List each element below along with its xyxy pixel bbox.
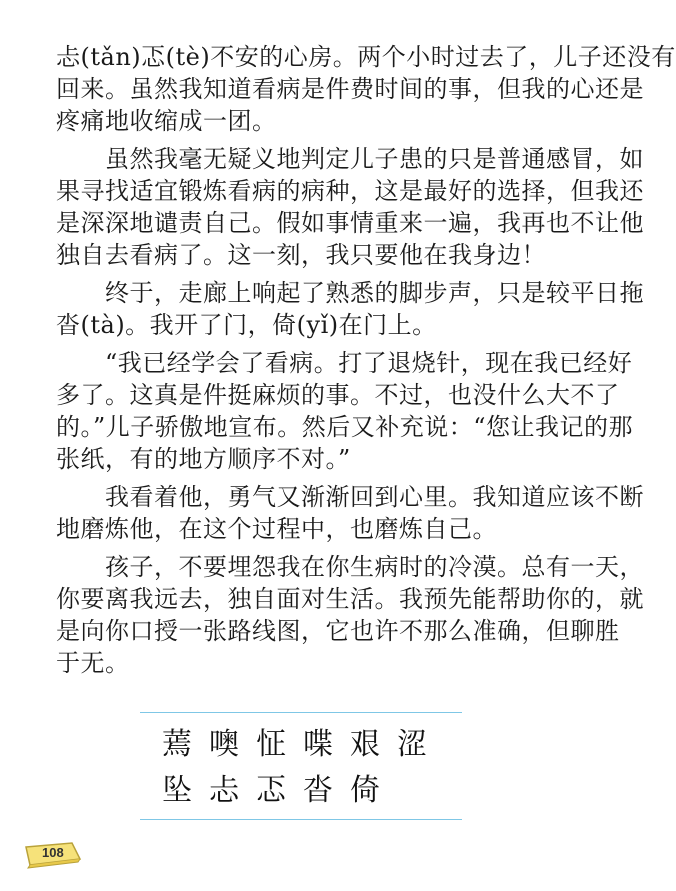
text-line: 你要离我远去，独自面对生活。我预先能帮助你的，就 [56, 585, 644, 613]
text-line: 张纸，有的地方顺序不对。” [56, 445, 351, 473]
text-line: 疼痛地收缩成一团。 [56, 107, 277, 135]
text-line: 的。”儿子骄傲地宣布。然后又补充说：“您让我记的那 [56, 413, 634, 441]
new-characters-row: 蔫噢怔喋艰涩 [162, 727, 444, 762]
text-line: 是向你口授一张路线图，它也许不那么准确，但聊胜 [56, 617, 620, 645]
text-line: 忐(tǎn)忑(tè)不安的心房。两个小时过去了，儿子还没有 [56, 43, 676, 71]
text-line: 是深深地谴责自己。假如事情重来一遍，我再也不让他 [56, 209, 644, 237]
page-number: 108 [42, 845, 64, 860]
text-line: 果寻找适宜锻炼看病的病种，这是最好的选择，但我还 [56, 177, 644, 205]
text-line: 多了。这真是件挺麻烦的事。不过，也没什么大不了 [56, 381, 620, 409]
text-line: 于无。 [56, 649, 130, 677]
text-line: 终于，走廊上响起了熟悉的脚步声，只是较平日拖 [56, 279, 644, 307]
new-characters-row: 坠忐忑沓倚 [162, 773, 397, 808]
text-line: 孩子，不要埋怨我在你生病时的冷漠。总有一天， [56, 553, 644, 581]
text-line: 虽然我毫无疑义地判定儿子患的只是普通感冒，如 [56, 145, 644, 173]
text-line: 独自去看病了。这一刻，我只要他在我身边！ [56, 241, 546, 269]
text-line: 我看着他，勇气又渐渐回到心里。我知道应该不断 [56, 483, 644, 511]
text-line: “我已经学会了看病。打了退烧针，现在我已经好 [56, 349, 633, 377]
new-characters-box [140, 712, 462, 820]
text-line: 回来。虽然我知道看病是件费时间的事，但我的心还是 [56, 75, 644, 103]
text-line: 地磨炼他，在这个过程中，也磨炼自己。 [56, 515, 497, 543]
text-line: 沓(tà)。我开了门，倚(yǐ)在门上。 [56, 311, 437, 339]
